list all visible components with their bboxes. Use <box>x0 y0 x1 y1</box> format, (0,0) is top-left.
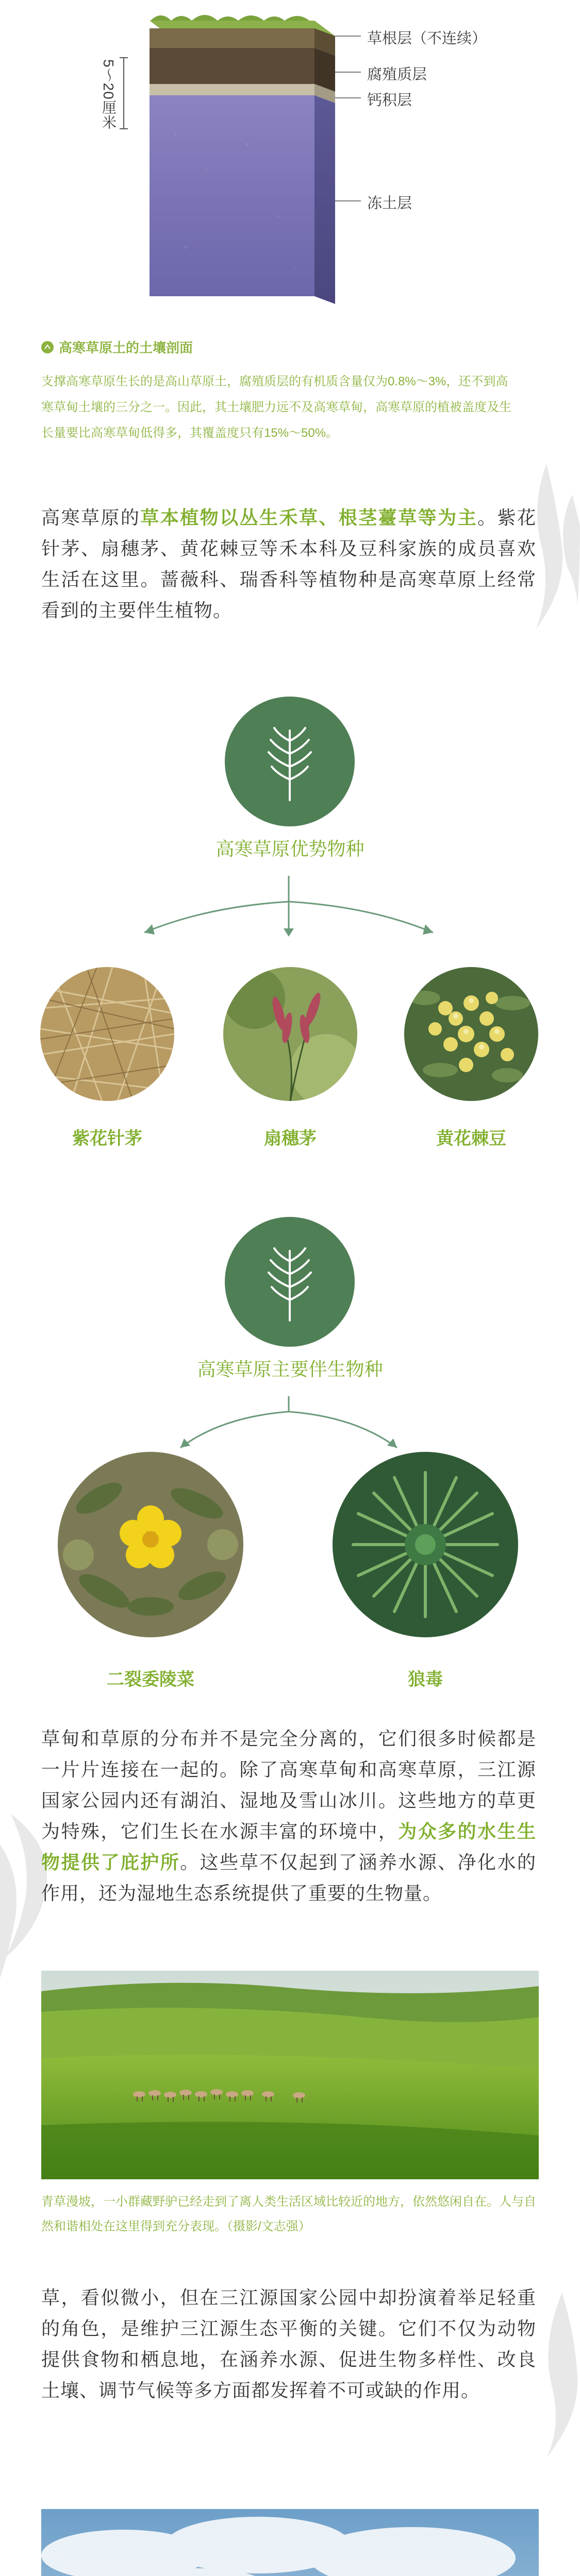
species-name-oxytropis: 黄花棘豆 <box>436 1129 506 1148</box>
label-humus-layer: 腐殖质层 <box>367 66 427 83</box>
caption-bullet-icon <box>41 341 54 353</box>
diagram-caption-title <box>41 337 193 357</box>
species-name-ptilagrostis: 扇穗茅 <box>264 1129 317 1148</box>
caption-title-text: 高寒草原土的土壤剖面 <box>59 340 193 355</box>
soil-profile-illustration <box>93 0 361 319</box>
photo1-caption: 青草漫坡，一小群藏野驴已经走到了离人类生活区域比较近的地方，依然悠闲自在。人与自然和谐相处在这里得到充分表现。（摄影/文志强） <box>41 2195 536 2233</box>
wetland-paragraph <box>41 1723 536 1909</box>
grassland-photo-plateau <box>41 2509 539 2576</box>
species-photo-oxytropis <box>404 967 538 1101</box>
wetland-text-2: 。这些草不仅起到了涵养水源、净化水的作用，还为湿地生态系统提供了重要的生物量。 <box>41 1852 536 1904</box>
label-permafrost-layer: 冻土层 <box>367 195 412 212</box>
depth-label: 5～20厘米 <box>101 59 117 130</box>
diagram-caption-text: 支撑高寒草原生长的是高山草原土，腐殖质层的有机质含量仅为0.8%～3%，还不到高寒草甸土壤的三分之一。因此，其土壤肥力远不及高寒草甸，高寒草原的植被盖度及生长量要比高寒草甸低得多，其覆盖度只有15%～50%。 <box>41 375 511 440</box>
species-photo-stellera <box>333 1452 518 1637</box>
species-photo-potentilla <box>58 1452 243 1637</box>
label-calcium-layer: 钙积层 <box>367 92 412 109</box>
plant-icon <box>256 1241 323 1323</box>
branch-arrows <box>77 871 500 953</box>
dominant-species-header <box>0 835 580 861</box>
species-photo-stipa <box>40 967 174 1101</box>
soil-profile-diagram <box>93 0 361 319</box>
dominant-species-title: 高寒草原优势物种 <box>216 839 364 859</box>
label-grass-root-layer: 草根层（不连续） <box>367 30 487 47</box>
intro-paragraph <box>41 502 536 626</box>
plant-icon-badge <box>225 697 355 826</box>
plant-icon-badge-2 <box>225 1217 355 1347</box>
leaf-shadow-decoration-3 <box>510 2293 580 2458</box>
wetland-highlight: 为众多的水生生物提供了庇护所 <box>41 1821 536 1873</box>
grass-role-paragraph: 草，看似微小，但在三江源国家公园中却扮演着举足轻重的角色，是维护三江源生态平衡的关键。它们不仅为动物提供食物和栖息地，在涵养水源、促进生物多样性、改良土壤、调节气候等多方面都发挥着不可或缺的作用。 <box>41 2287 536 2401</box>
species-photo-ptilagrostis <box>223 967 357 1101</box>
species-name-stipa: 紫花针茅 <box>72 1129 142 1148</box>
plant-icon <box>256 720 323 803</box>
wetland-text-1: 草甸和草原的分布并不是完全分离的，它们很多时候都是一片片连接在一起的。除了高寒草甸和高寒草原，三江源国家公园内还有湖泊、湿地及雪山冰川。这些地方的草更为特殊，它们生长在水源丰富的环境中， <box>41 1728 536 1842</box>
species-name-potentilla: 二裂委陵菜 <box>107 1670 194 1689</box>
companion-species-title: 高寒草原主要伴生物种 <box>197 1359 383 1380</box>
companion-species-header <box>0 1355 580 1381</box>
grassland-photo-donkeys <box>41 1971 539 2179</box>
intro-text-1: 高寒草原的 <box>41 507 141 528</box>
intro-highlight: 草本植物以丛生禾草、根茎薹草等为主 <box>140 507 478 528</box>
species-name-stellera: 狼毒 <box>408 1670 443 1689</box>
intro-text-2: 。紫花针茅、扇穗茅、黄花棘豆等禾本科及豆科家族的成员喜欢生活在这里。蔷薇科、瑞香科等植物种是高寒草原上经常看到的主要伴生植物。 <box>41 507 536 621</box>
